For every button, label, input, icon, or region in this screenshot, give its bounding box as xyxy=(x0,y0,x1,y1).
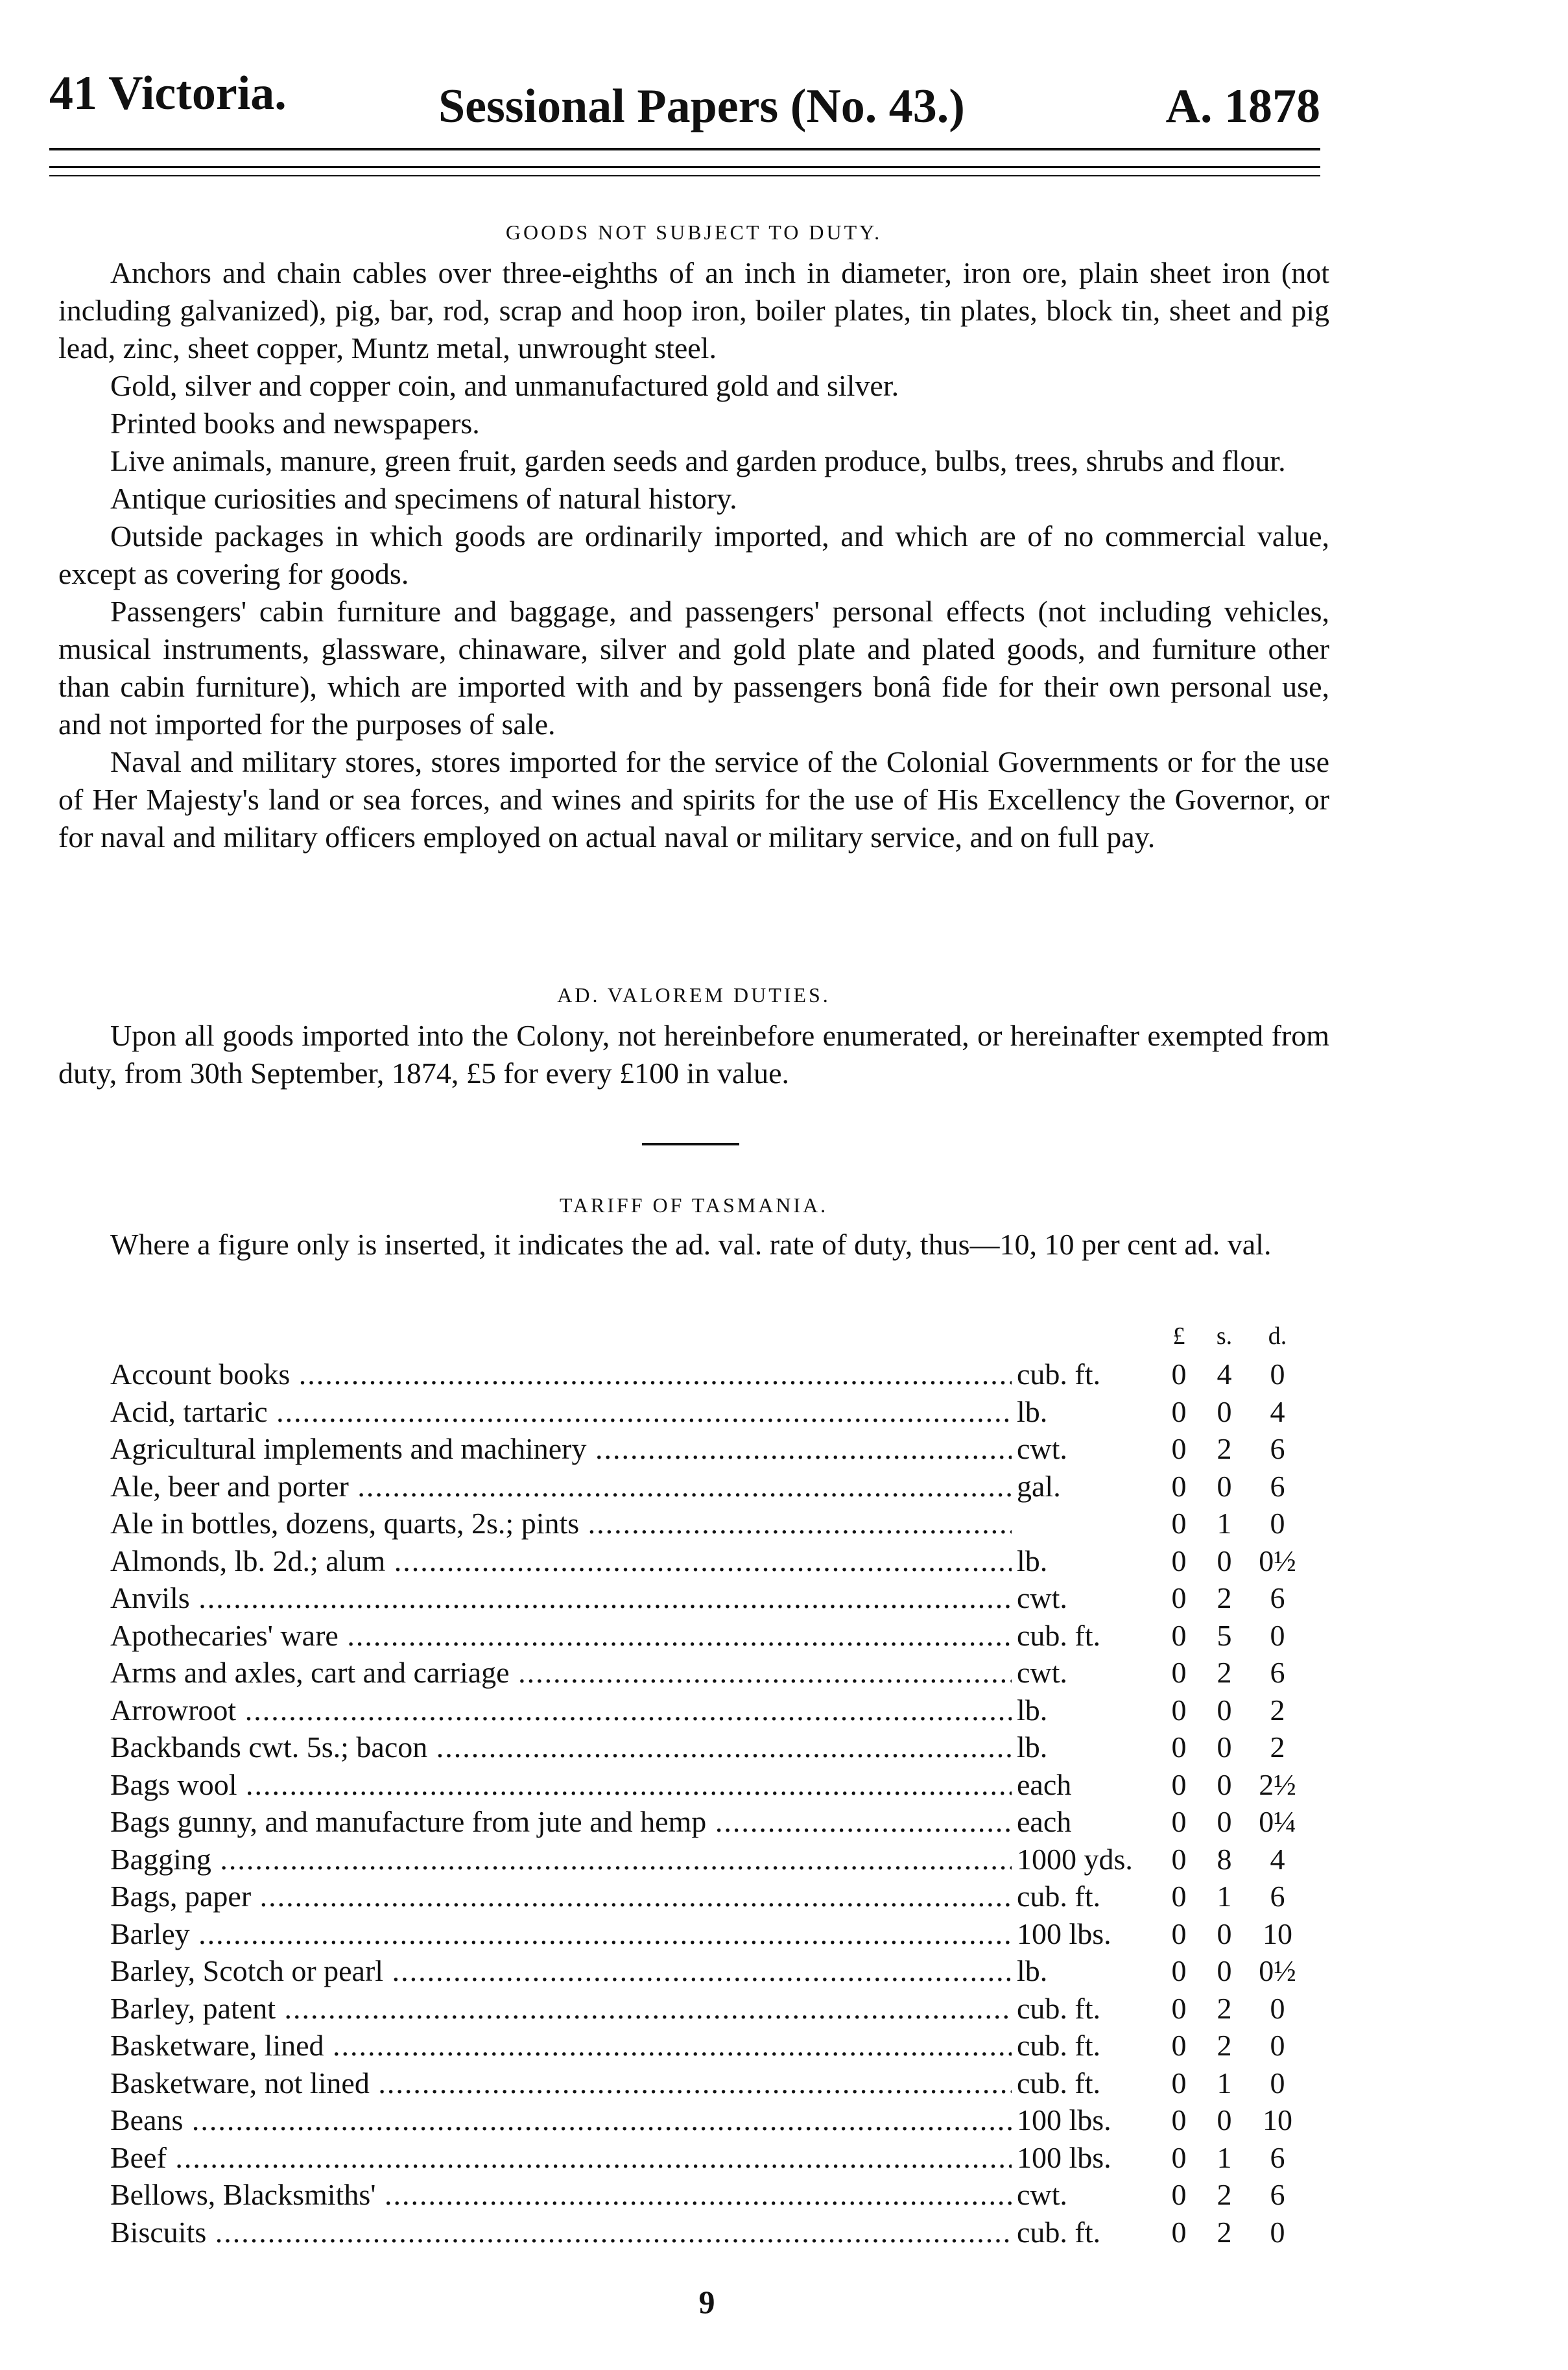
section-heading-ad-valorem: AD. VALOREM DUTIES. xyxy=(557,983,831,1007)
duty-shillings: 0 xyxy=(1217,1805,1232,1838)
item-unit: cub. ft. xyxy=(1012,1617,1153,1655)
duty-pence: 6 xyxy=(1270,1432,1285,1465)
duty-shillings: 2 xyxy=(1217,1656,1232,1689)
table-row xyxy=(110,1692,1329,1729)
item-name: Almonds, lb. 2d.; alum ..... xyxy=(110,1542,1012,1580)
duty-shillings: 0 xyxy=(1217,1730,1232,1764)
duty-pence: 6 xyxy=(1270,2178,1285,2211)
column-pounds: £ xyxy=(1172,1323,1185,1350)
page-number: 9 xyxy=(698,2284,715,2320)
tariff-intro xyxy=(58,1226,1329,1263)
duty-shillings: 0 xyxy=(1217,1693,1232,1727)
duty-pounds: 0 xyxy=(1171,1842,1187,1876)
tariff-column-header xyxy=(110,1317,1329,1356)
table-row xyxy=(110,1990,1329,2028)
table-row xyxy=(110,1468,1329,1505)
duty-shillings: 0 xyxy=(1217,1469,1232,1503)
item-name: Bags wool ..... xyxy=(110,1766,1012,1804)
item-unit: each xyxy=(1012,1766,1153,1804)
duty-shillings: 2 xyxy=(1217,1991,1232,2025)
table-row xyxy=(110,1430,1329,1468)
item-unit: lb. xyxy=(1012,1952,1153,1990)
duty-pounds: 0 xyxy=(1171,1581,1187,1614)
duty-pence: 0¼ xyxy=(1259,1805,1296,1838)
table-row xyxy=(110,1841,1329,1878)
duty-shillings: 0 xyxy=(1217,1767,1232,1801)
duty-shillings: 2 xyxy=(1217,1581,1232,1614)
paragraph: Passengers' cabin furniture and baggage, and passengers' personal effects (not including vehicles, musical instruments, glassware, chinaware, silver and gold plate and plated goods, and furniture other than cabin furniture), which are imported with and by passengers bonâ fide for their own personal use, and not imported for the purposes of sale. xyxy=(58,595,1329,741)
item-name: Bagging ..... xyxy=(110,1841,1012,1878)
item-unit: cub. ft. xyxy=(1012,1990,1153,2028)
section-heading-free-goods: GOODS NOT SUBJECT TO DUTY. xyxy=(505,221,883,244)
duty-pounds: 0 xyxy=(1171,1767,1187,1801)
table-row xyxy=(110,1617,1329,1655)
item-unit: cwt. xyxy=(1012,1654,1153,1692)
table-row xyxy=(110,1729,1329,1766)
duty-pounds: 0 xyxy=(1171,1656,1187,1689)
duty-pence: 2 xyxy=(1270,1693,1285,1727)
item-name: Barley ..... xyxy=(110,1915,1012,1953)
item-name: Basketware, not lined ..... xyxy=(110,2065,1012,2102)
duty-pence: 0 xyxy=(1270,2029,1285,2062)
item-name: Barley, patent ..... xyxy=(110,1990,1012,2028)
duty-pounds: 0 xyxy=(1171,1805,1187,1838)
header-year: A. 1878 xyxy=(1165,80,1320,133)
tariff-table xyxy=(110,1317,1329,2251)
item-unit: cwt. xyxy=(1012,1579,1153,1617)
duty-pounds: 0 xyxy=(1171,2103,1187,2137)
duty-pence: 6 xyxy=(1270,2140,1285,2174)
duty-pounds: 0 xyxy=(1171,2215,1187,2249)
table-row xyxy=(110,1393,1329,1431)
duty-pounds: 0 xyxy=(1171,1880,1187,1913)
duty-pounds: 0 xyxy=(1171,1394,1187,1428)
duty-pence: 4 xyxy=(1270,1394,1285,1428)
item-unit: cub. ft. xyxy=(1012,1356,1153,1393)
item-name: Agricultural implements and machinery ..... xyxy=(110,1430,1012,1468)
free-goods-text xyxy=(58,254,1329,856)
table-row xyxy=(110,2027,1329,2065)
header-rule-thin xyxy=(49,175,1320,176)
duty-pence: 0 xyxy=(1270,2066,1285,2100)
item-unit: 100 lbs. xyxy=(1012,2101,1153,2139)
item-name: Beef ..... xyxy=(110,2139,1012,2177)
table-row xyxy=(110,2065,1329,2102)
header-series-title: Sessional Papers (No. 43.) xyxy=(438,80,965,133)
paragraph: Gold, silver and copper coin, and unmanufactured gold and silver. xyxy=(110,369,899,402)
item-unit: cub. ft. xyxy=(1012,1878,1153,1915)
duty-pounds: 0 xyxy=(1171,1693,1187,1727)
duty-pence: 0 xyxy=(1270,1507,1285,1540)
duty-shillings: 1 xyxy=(1217,1507,1232,1540)
item-unit: cub. ft. xyxy=(1012,2065,1153,2102)
duty-shillings: 1 xyxy=(1217,2140,1232,2174)
item-name: Bellows, Blacksmiths' ..... xyxy=(110,2176,1012,2214)
table-row xyxy=(110,2214,1329,2251)
item-name: Biscuits ..... xyxy=(110,2214,1012,2251)
item-name: Backbands cwt. 5s.; bacon ..... xyxy=(110,1729,1012,1766)
header-regnal-year: 41 Victoria. xyxy=(49,67,287,120)
table-row xyxy=(110,2139,1329,2177)
table-row xyxy=(110,1766,1329,1804)
paragraph: Printed books and newspapers. xyxy=(110,407,480,440)
duty-pounds: 0 xyxy=(1171,1954,1187,1987)
section-heading-tariff: TARIFF OF TASMANIA. xyxy=(559,1193,829,1217)
table-row xyxy=(110,2101,1329,2139)
table-row xyxy=(110,1803,1329,1841)
item-name: Account books ..... xyxy=(110,1356,1012,1393)
paragraph: Naval and military stores, stores imported for the service of the Colonial Governments or for the use of Her Majesty's land or sea forces, and wines and spirits for the use of His Excellency the Governor, or for naval and military officers employed on actual naval or military service, and on full pay. xyxy=(58,745,1329,854)
duty-pence: 6 xyxy=(1270,1581,1285,1614)
page-header xyxy=(49,60,1320,138)
duty-pence: 0 xyxy=(1270,2215,1285,2249)
duty-pence: 4 xyxy=(1270,1842,1285,1876)
header-rule-double xyxy=(49,166,1320,168)
duty-pence: 0 xyxy=(1270,1358,1285,1391)
item-name: Anvils ..... xyxy=(110,1579,1012,1617)
duty-pounds: 0 xyxy=(1171,1507,1187,1540)
item-name: Barley, Scotch or pearl ..... xyxy=(110,1952,1012,1990)
duty-shillings: 1 xyxy=(1217,1880,1232,1913)
item-name: Apothecaries' ware ..... xyxy=(110,1617,1012,1655)
duty-pounds: 0 xyxy=(1171,1544,1187,1577)
paragraph: Upon all goods imported into the Colony, not hereinbefore enumerated, or hereinafter exempted from duty, from 30th September, 1874, £5 for every £100 in value. xyxy=(58,1019,1329,1090)
ad-valorem-text xyxy=(58,1017,1329,1092)
duty-pounds: 0 xyxy=(1171,2029,1187,2062)
duty-shillings: 2 xyxy=(1217,2215,1232,2249)
duty-shillings: 0 xyxy=(1217,1394,1232,1428)
duty-pence: 10 xyxy=(1263,1917,1292,1950)
duty-pence: 6 xyxy=(1270,1656,1285,1689)
duty-shillings: 2 xyxy=(1217,2029,1232,2062)
item-name: Ale, beer and porter ..... xyxy=(110,1468,1012,1505)
item-name: Arms and axles, cart and carriage ..... xyxy=(110,1654,1012,1692)
duty-pounds: 0 xyxy=(1171,2178,1187,2211)
duty-pounds: 0 xyxy=(1171,1432,1187,1465)
paragraph: Outside packages in which goods are ordinarily imported, and which are of no commercial value, except as covering for goods. xyxy=(58,520,1329,590)
item-name: Beans ..... xyxy=(110,2101,1012,2139)
duty-shillings: 4 xyxy=(1217,1358,1232,1391)
duty-shillings: 0 xyxy=(1217,2103,1232,2137)
item-name: Bags gunny, and manufacture from jute and hemp ..... xyxy=(110,1803,1012,1841)
item-unit: lb. xyxy=(1012,1393,1153,1431)
table-row xyxy=(110,1915,1329,1953)
item-unit: lb. xyxy=(1012,1729,1153,1766)
duty-shillings: 5 xyxy=(1217,1618,1232,1652)
table-row xyxy=(110,2176,1329,2214)
duty-pounds: 0 xyxy=(1171,1991,1187,2025)
paragraph: Antique curiosities and specimens of natural history. xyxy=(110,482,737,515)
duty-shillings: 0 xyxy=(1217,1954,1232,1987)
item-unit: 100 lbs. xyxy=(1012,2139,1153,2177)
item-unit: cub. ft. xyxy=(1012,2027,1153,2065)
item-unit: lb. xyxy=(1012,1692,1153,1729)
section-divider xyxy=(642,1143,739,1145)
item-name: Basketware, lined ..... xyxy=(110,2027,1012,2065)
duty-pounds: 0 xyxy=(1171,1469,1187,1503)
item-unit: lb. xyxy=(1012,1542,1153,1580)
duty-pounds: 0 xyxy=(1171,2140,1187,2174)
duty-shillings: 0 xyxy=(1217,1917,1232,1950)
table-row xyxy=(110,1579,1329,1617)
item-unit: gal. xyxy=(1012,1468,1153,1505)
item-unit: 100 lbs. xyxy=(1012,1915,1153,1953)
item-unit: each xyxy=(1012,1803,1153,1841)
paragraph: Where a figure only is inserted, it indicates the ad. val. rate of duty, thus—10, 10 per cent ad. val. xyxy=(110,1228,1272,1261)
paragraph: Anchors and chain cables over three-eighths of an inch in diameter, iron ore, plain sheet iron (not including galvanized), pig, bar, rod, scrap and hoop iron, boiler plates, tin plates, block tin, sheet and pig lead, zinc, sheet copper, Muntz metal, unwrought steel. xyxy=(58,256,1329,365)
duty-shillings: 2 xyxy=(1217,1432,1232,1465)
header-rule xyxy=(49,148,1320,150)
table-row xyxy=(110,1542,1329,1580)
duty-pence: 0½ xyxy=(1259,1544,1296,1577)
tariff-rows xyxy=(110,1356,1329,2251)
duty-pounds: 0 xyxy=(1171,1730,1187,1764)
duty-pounds: 0 xyxy=(1171,1358,1187,1391)
item-unit: 1000 yds. xyxy=(1012,1841,1153,1878)
item-name: Arrowroot ..... xyxy=(110,1692,1012,1729)
duty-pence: 0 xyxy=(1270,1991,1285,2025)
table-row xyxy=(110,1654,1329,1692)
duty-pence: 6 xyxy=(1270,1469,1285,1503)
column-pence: d. xyxy=(1268,1323,1287,1350)
item-unit: cwt. xyxy=(1012,1430,1153,1468)
duty-pence: 6 xyxy=(1270,1880,1285,1913)
table-row xyxy=(110,1878,1329,1915)
duty-shillings: 2 xyxy=(1217,2178,1232,2211)
table-row xyxy=(110,1356,1329,1393)
item-unit: cub. ft. xyxy=(1012,2214,1153,2251)
duty-pence: 2½ xyxy=(1259,1767,1296,1801)
duty-shillings: 8 xyxy=(1217,1842,1232,1876)
duty-pence: 0 xyxy=(1270,1618,1285,1652)
table-row xyxy=(110,1952,1329,1990)
duty-shillings: 0 xyxy=(1217,1544,1232,1577)
item-unit: cwt. xyxy=(1012,2176,1153,2214)
item-name: Ale in bottles, dozens, quarts, 2s.; pints ..... xyxy=(110,1505,1012,1542)
paragraph: Live animals, manure, green fruit, garden seeds and garden produce, bulbs, trees, shrubs and flour. xyxy=(110,444,1286,477)
duty-pounds: 0 xyxy=(1171,1917,1187,1950)
table-row xyxy=(110,1505,1329,1542)
duty-shillings: 1 xyxy=(1217,2066,1232,2100)
duty-pence: 0½ xyxy=(1259,1954,1296,1987)
duty-pence: 2 xyxy=(1270,1730,1285,1764)
duty-pounds: 0 xyxy=(1171,1618,1187,1652)
duty-pounds: 0 xyxy=(1171,2066,1187,2100)
item-name: Bags, paper ..... xyxy=(110,1878,1012,1915)
duty-pence: 10 xyxy=(1263,2103,1292,2137)
item-name: Acid, tartaric ..... xyxy=(110,1393,1012,1431)
column-shillings: s. xyxy=(1216,1323,1233,1350)
